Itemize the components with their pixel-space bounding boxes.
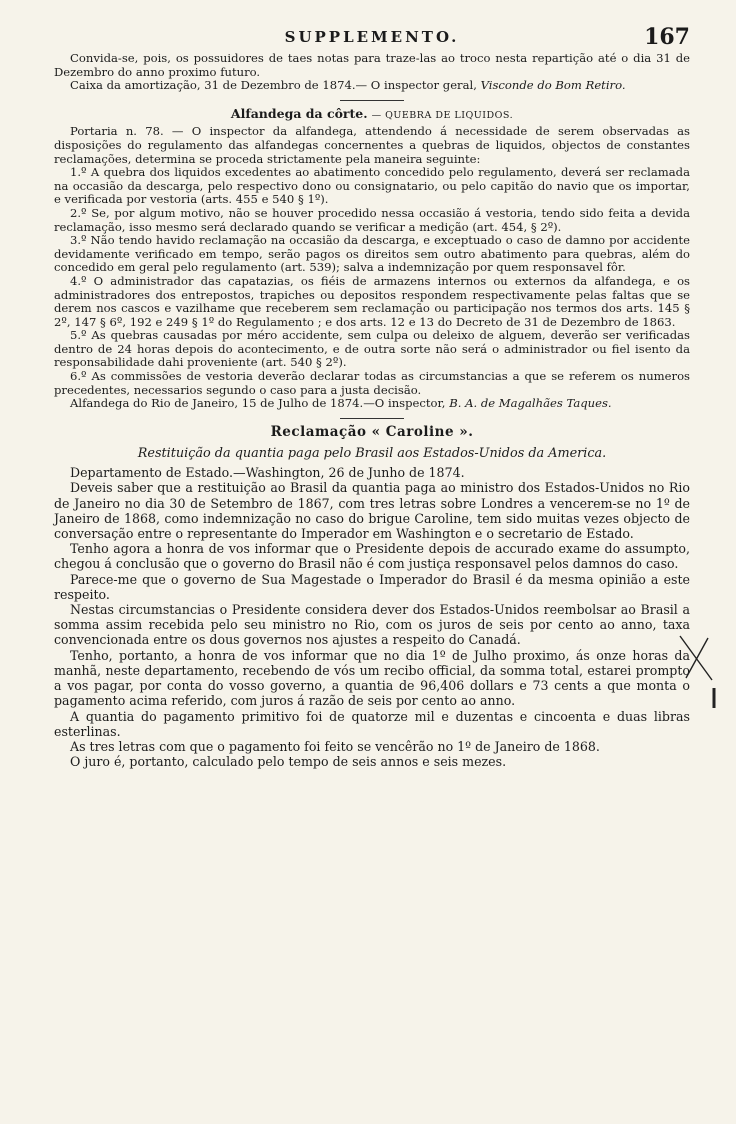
- section-title: Reclamação « Caroline ».: [270, 423, 474, 440]
- section-divider: [340, 418, 404, 419]
- closing-line: [54, 397, 690, 411]
- closing-text: Alfandega do Rio de Janeiro, 15 de Julho de 1874.—O inspector,: [70, 396, 446, 411]
- paragraph: Tenho agora a honra de vos informar que o Presidente depois de accurado exame do assumpto, chegou á conclusão que o governo do Brasil não é com justiça responsavel pelos damnos do caso.: [54, 541, 690, 572]
- document-page: [54, 22, 690, 769]
- page-number: 167: [644, 24, 690, 50]
- paragraph: Portaria n. 78. — O inspector da alfandega, attendendo á necessidade de serem observadas as disposições do regulamento das alfandegas concernentes a quebras de liquidos, objectos de constantes reclamações, determina se proceda strictamente pela maneira seguinte:: [54, 124, 690, 166]
- paragraph: O juro é, portanto, calculado pelo tempo de seis annos e seis mezes.: [70, 754, 507, 770]
- paragraph: As tres letras com que o pagamento foi feito se vencêrão no 1º de Janeiro de 1868.: [70, 738, 600, 754]
- section-subtitle: — QUEBRA DE LIQUIDOS.: [371, 109, 514, 121]
- paragraph: Nestas circumstancias o Presidente considera dever dos Estados-Unidos reembolsar ao Brasil a somma assim recebida pelo seu ministro no Rio, com os juros de seis por cento ao anno, taxa convencionada entre os dous governos nos ajustes a respeito do Canadá.: [54, 602, 690, 648]
- intro-section: [54, 52, 690, 93]
- section-divider: [340, 100, 404, 101]
- dateline: Departamento de Estado.—Washington, 26 de Junho de 1874.: [70, 465, 465, 481]
- reclamacao-section: [54, 425, 690, 769]
- alfandega-section: [54, 107, 690, 411]
- paragraph: 6.º As commissões de vestoria deverão declarar todas as circumstancias a que se referem os numeros precedentes, necessarios segundo o caso para a justa decisão.: [54, 369, 690, 397]
- paragraph: 1.º A quebra dos liquidos excedentes ao abatimento concedido pelo regulamento, deverá ser reclamada na occasião da descarga, pelo respectivo dono ou consignatario, ou pelo capitão do navio que os importar, e verificada por vestoria (arts. 455 e 540 § 1º).: [54, 165, 690, 207]
- paragraph: 3.º Não tendo havido reclamação na occasião da descarga, e exceptuado o caso de damno por accidente devidamente verificado em tempo, serão pagos os direitos sem outro abatimento para quebras, além do concedido em geral pelo regulamento (art. 539); salva a indemnização por quem responsavel fôr.: [54, 233, 690, 275]
- paragraph: 5.º As quebras causadas por méro accidente, sem culpa ou deleixo de alguem, deverão ser verificadas dentro de 24 horas depois do acontecimento, e de outra sorte não será o administrador ou fiel isento da responsabilidade dahi proveniente (art. 540 § 2º).: [54, 328, 690, 370]
- pen-stroke: [680, 636, 712, 680]
- paragraph: Tenho, portanto, a honra de vos informar que no dia 1º de Julho proximo, ás onze horas da manhã, neste departamento, recebendo de vós um recibo official, da somma total, estarei prompto a vos pagar, por conta do vosso governo, a quantia de 96,406 dollars e 73 cents a que monta o pagamento acima referido, com juros á razão de seis por cento ao anno.: [54, 647, 690, 709]
- intro-signature: Visconde do Bom Retiro.: [480, 78, 626, 93]
- paragraph: 4.º O administrador das capatazias, os fiéis de armazens internos ou externos da alfandega, e os administradores dos entrepostos, trapiches ou depositos respondem respectivamente pelas faltas que se derem nos cascos e vazilhame que receberem sem reclamação ou participação nos termos dos arts. 145 § 2º, 147 § 6º, 192 e 249 § 1º do Regulamento ; e dos arts. 12 e 13 do Decreto de 31 de Dezembro de 1863.: [54, 273, 690, 329]
- paragraph: Parece-me que o governo de Sua Magestade o Imperador do Brasil é da mesma opinião a este respeito.: [54, 571, 690, 602]
- page-header: [54, 22, 690, 52]
- section-title: Alfandega da côrte.: [230, 105, 368, 121]
- pen-stroke: [686, 638, 708, 678]
- intro-closing-text: Caixa da amortização, 31 de Dezembro de 1874.— O inspector geral,: [70, 78, 477, 93]
- closing-signature: B. A. de Magalhães Taques.: [449, 396, 612, 411]
- paragraph: 2.º Se, por algum motivo, não se houver procedido nessa occasião á vestoria, tendo sido feita a devida reclamação, isso mesmo será declarado quando se verificar a medição (art. 454, § 2º).: [54, 205, 690, 234]
- paragraph: A quantia do pagamento primitivo foi de quatorze mil e duzentas e cincoenta e duas libras esterlinas.: [54, 708, 690, 739]
- margin-pen-mark: [672, 632, 722, 712]
- section-heading: [54, 107, 690, 123]
- intro-closing: [54, 79, 690, 93]
- running-title: SUPPLEMENTO.: [284, 28, 460, 46]
- intro-paragraph: Convida-se, pois, os possuidores de taes notas para traze-las ao troco nesta repartição até o dia 31 de Dezembro do anno proximo futuro.: [54, 51, 690, 79]
- section-subtitle: Restituição da quantia paga pelo Brasil aos Estados-Unidos da America.: [137, 446, 607, 462]
- paragraph: Deveis saber que a restituição ao Brasil da quantia paga ao ministro dos Estados-Unidos no Rio de Janeiro no dia 30 de Setembro de 1867, com tres letras sobre Londres a vencerem-se no 1º de Janeiro de 1868, como indemnização no caso do brigue Caroline, tem sido muitas vezes objecto de conversação entre o representante do Imperador em Washington e o secretario de Estado.: [54, 480, 690, 542]
